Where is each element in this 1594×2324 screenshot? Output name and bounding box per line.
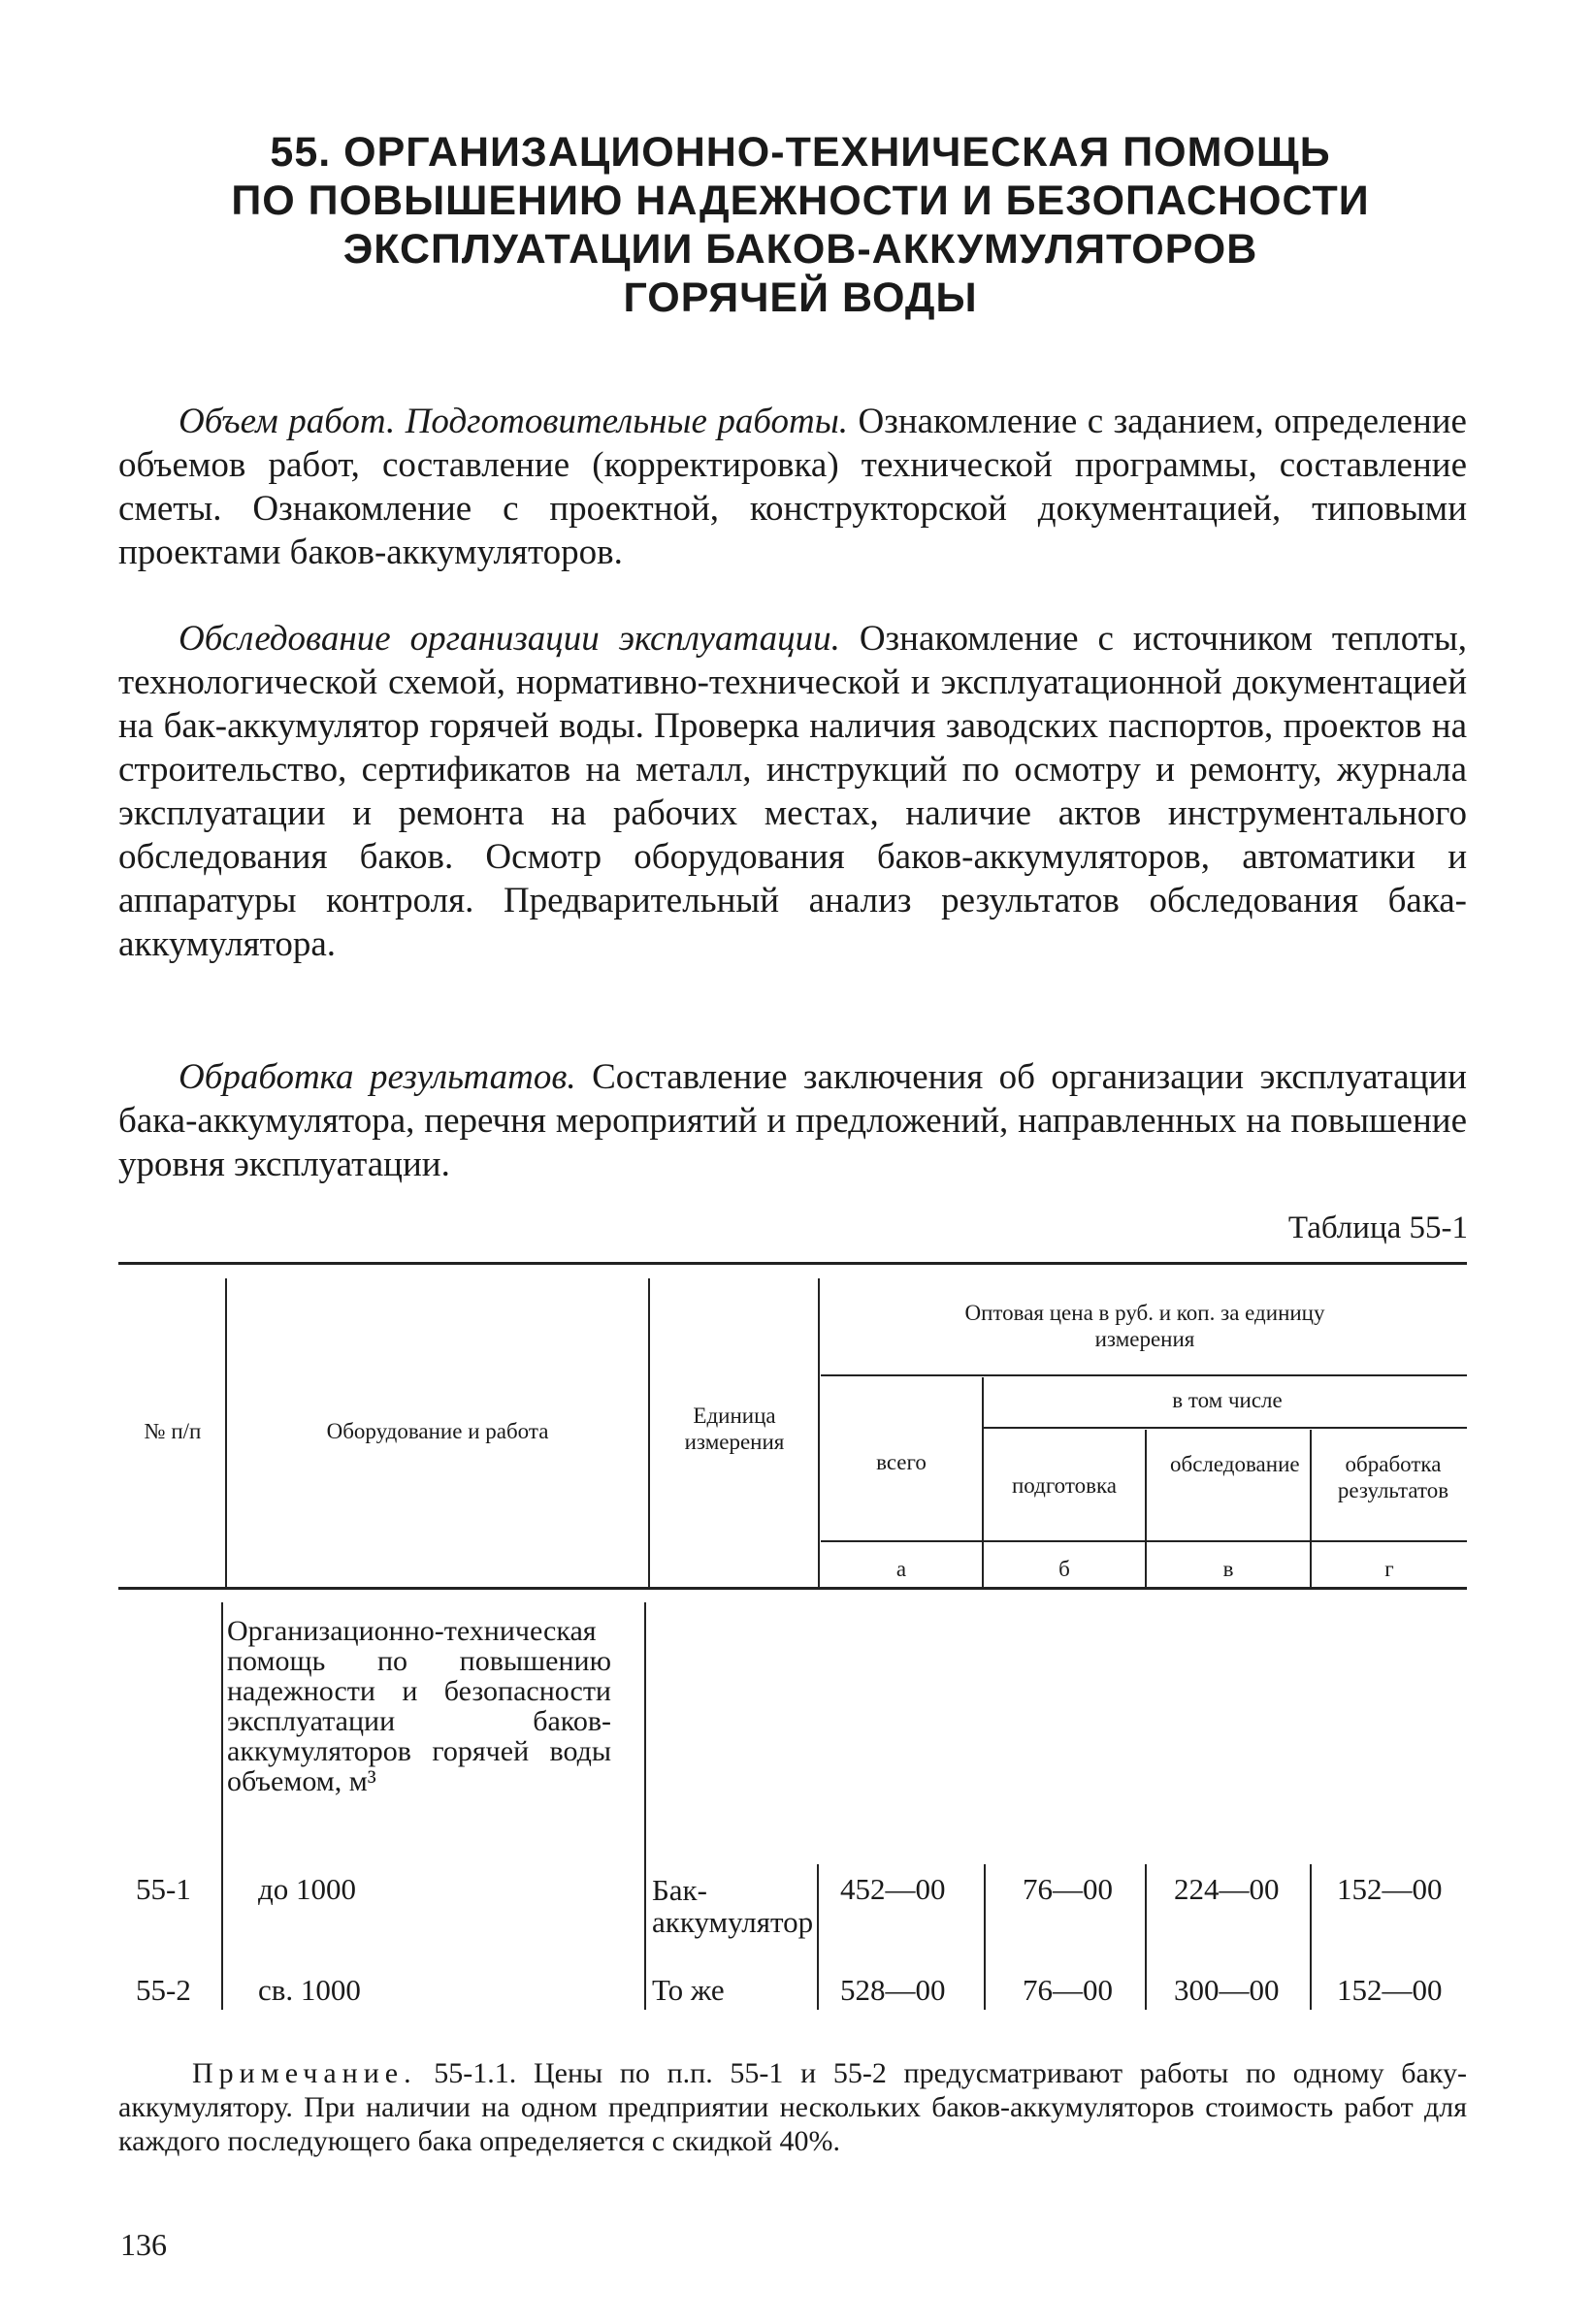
col-divider (1310, 1864, 1312, 2010)
title-line: ПО ПОВЫШЕНИЮ НАДЕЖНОСТИ И БЕЗОПАСНОСТИ (231, 178, 1370, 224)
paragraph-survey (118, 617, 1467, 966)
header-price-group: Оптовая цена в руб. и коп. за единицу измерения (964, 1301, 1325, 1351)
table-caption: Таблица 55-1 (1287, 1210, 1468, 1245)
table-row-unit: То же (652, 1973, 725, 2007)
paragraph-text: Ознакомление с заданием, определение объемов работ, составление (корректировка) технической программы, составление сметы. Ознакомление с проектной, конструкторской документацией, типовыми проектами баков-аккумуляторов. (118, 402, 1467, 572)
table-header-rule (118, 1587, 1467, 1590)
col-divider (644, 1602, 646, 2010)
letters-rule (821, 1540, 1467, 1542)
header-survey: обследование (1170, 1452, 1300, 1476)
col-divider (221, 1602, 223, 2010)
including-rule (984, 1427, 1467, 1429)
paragraph-lead: Обработка результатов. (179, 1057, 576, 1097)
group-description: Организационно-техническая помощь по повышению надежности и безопасности эксплуатации баков-аккумуляторов горячей воды объемом, м³ (227, 1615, 611, 1797)
header-prep: подготовка (1011, 1473, 1118, 1498)
title-line: 55. ОРГАНИЗАЦИОННО-ТЕХНИЧЕСКАЯ ПОМОЩЬ (270, 129, 1331, 176)
col-divider (648, 1278, 650, 1589)
title-line: ЭКСПЛУАТАЦИИ БАКОВ-АККУМУЛЯТОРОВ (342, 226, 1258, 273)
header-unit: Единица измерения (684, 1404, 785, 1454)
table-row-unit: Бак-аккумулятор (652, 1873, 814, 1939)
header-equipment: Оборудование и работа (326, 1419, 549, 1443)
table-note (118, 2056, 1467, 2158)
table-row-processing: 152—00 (1337, 1872, 1443, 1906)
header-processing: обработка результатов (1337, 1452, 1449, 1502)
header-including: в том числе (1172, 1388, 1283, 1412)
note-text: 55-1.1. Цены по п.п. 55-1 и 55-2 предусматривают работы по одному баку-аккумулятору. При наличии на одном предприятии нескольких баков-аккумуляторов стоимость работ для каждого последующего бака определяется с скидкой 40%. (118, 2057, 1467, 2157)
header-letter: а (895, 1557, 907, 1581)
table-row-num: 55-1 (136, 1872, 191, 1906)
paragraph-processing (118, 1055, 1467, 1186)
section-title (146, 128, 1455, 322)
title-line: ГОРЯЧЕЙ ВОДЫ (623, 274, 978, 321)
paragraph-text: Составление заключения об организации эксплуатации бака-аккумулятора, перечня мероприятий и предложений, направленных на повышение уровня эксплуатации. (118, 1057, 1467, 1184)
table-row-survey: 224—00 (1174, 1872, 1280, 1906)
table-row-total: 528—00 (840, 1973, 946, 2007)
col-divider (818, 1278, 820, 1589)
table-row-total: 452—00 (840, 1872, 946, 1906)
table-row-item: до 1000 (258, 1872, 357, 1906)
col-divider (984, 1864, 986, 2010)
paragraph-text: Ознакомление с источником теплоты, технологической схемой, нормативно-технической и эксплуатационной документацией на бак-аккумулятор горячей воды. Проверка наличия заводских паспортов, проектов на строительство, сертификатов на металл, инструкций по осмотру и ремонту, журнала эксплуатации и ремонта на рабочих местах, наличие актов инструментального обследования баков. Осмотр оборудования баков-аккумуляторов, автоматики и аппаратуры контроля. Предварительный анализ результатов обследования бака-аккумулятора. (118, 619, 1467, 964)
table-row-prep: 76—00 (1023, 1872, 1113, 1906)
col-divider (1145, 1864, 1147, 2010)
table-row-item: св. 1000 (258, 1973, 361, 2007)
note-label: Примечание. (192, 2057, 417, 2089)
table-top-rule (118, 1262, 1467, 1265)
table-row-num: 55-2 (136, 1973, 191, 2007)
table-row-prep: 76—00 (1023, 1973, 1113, 2007)
col-divider (817, 1864, 819, 2010)
header-num: № п/п (144, 1419, 202, 1443)
paragraph-lead: Обследование организации эксплуатации. (179, 619, 840, 659)
table-row-survey: 300—00 (1174, 1973, 1280, 2007)
page-number: 136 (120, 2227, 167, 2262)
header-total: всего (876, 1450, 927, 1474)
header-letter: в (1222, 1557, 1234, 1581)
header-letter: б (1058, 1557, 1070, 1581)
price-group-rule (821, 1374, 1467, 1376)
table-row-processing: 152—00 (1337, 1973, 1443, 2007)
paragraph-scope (118, 400, 1467, 574)
paragraph-lead: Объем работ. Подготовительные работы. (179, 402, 849, 441)
header-letter: г (1384, 1557, 1394, 1581)
col-divider (225, 1278, 227, 1589)
